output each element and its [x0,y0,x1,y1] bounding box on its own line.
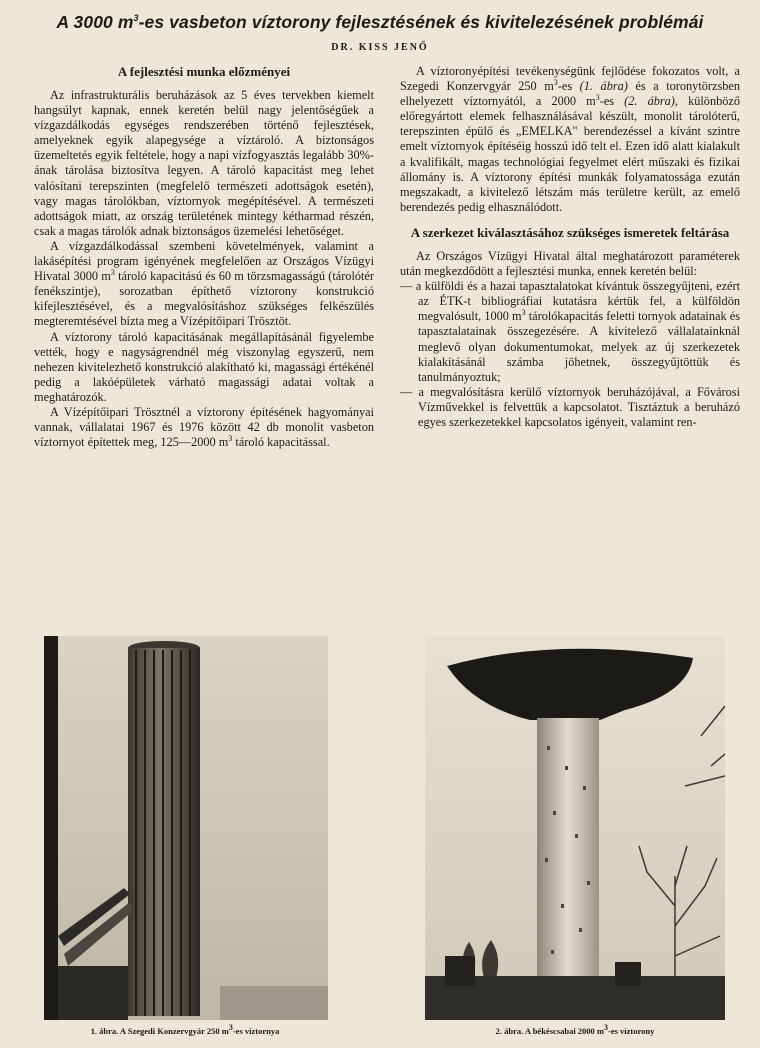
figure-1-photo [44,636,328,1020]
paragraph: Az Országos Vízügyi Hivatal által meghatározott paraméterek után megkezdődött a fejlesztési munka, ennek keretén belül: [400,248,740,279]
author: DR. KISS JENŐ [331,42,429,53]
paragraph: Az infrastrukturális beruházások az 5 éves tervekben kiemelt hangsúlyt kapnak, ennek keretén belül nagy jelentőségűek a vízgazdálkodás egységes rendszerében történő fejlesztések, amelyeknek egyik alapegysége a víztároló. A biztonságos üzemeltetés egyik feltétele, hogy a napi vízfogyasztás legalább 30%-ának tárolása biztosítva legyen. A tároló kapacitást meg lehet valósítani terepszinten (megfelelő természeti adottságok esetén), vagy magas tárolókban, víztornyok megépítésével. A természeti adottságok miatt, az ország területének mintegy kétharmad részén, csak a magas tárolók adnak biztonságos üzemelési lehetőséget. [34,88,374,238]
figure-2-photo [425,636,725,1020]
paragraph: A vízgazdálkodással szembeni követelmények, valamint a lakásépítési program igényének megfelelően az Országos Vízügyi Hivatal 3000 $m^3$ tároló kapacitású és 60 m törzsmagasságú (tárolótér fenékszintje), sorozatban építhető víztorony konstrukció kifejlesztésével, és a megvalósításhoz szükséges felkészülés megteremtésével bízta meg a Vízépítőipari Trösztöt. [34,238,374,329]
figure-1-caption: 1. ábra. A Szegedi Konzervgyár 250 $m^3-es$ víztornya [90,1023,280,1036]
list-item: — a külföldi és a hazai tapasztalatokat kívántuk összegyűjteni, ezért az ÉTK-t bibliográfiai kutatásra kértük fel, a külföldön megvalósult, 1000 $m^3$ tárolókapacitás feletti tornyok adatainak és tapasztalatainak összegezésére. A kivitelező vállalatainknál meglevő olyan dokumentumokat, melyek az új szerkezetek kialakításánál számba jöhetnek, összegyűjtöttük és tanulmányoztuk; [400,279,740,385]
paragraph: A víztorony tároló kapacitásának megállapításánál figyelembe vették, hogy e nagyságrendnél még viszonylag egyszerű, nem nehezen kivitelezhető konstrukció alakítható ki, magassági értékénél pedig a lakóépületek várható magassági adatai voltak a meghatározók. [34,329,374,404]
section-heading-structure: A szerkezet kiválasztásához szükséges ismeretek feltárása [410,224,730,240]
right-column [400,64,740,430]
article-title: A 3000 $m^3-es$ vasbeton víztorony fejlesztésének és kivitelezésének problémái [56,12,704,32]
left-column [34,64,374,450]
figure-2-caption: 2. ábra. A békéscsabai 2000 $m^3-es$ víztorony [495,1023,655,1036]
paragraph: A Vízépítőipari Trösztnél a víztorony építésének hagyományai vannak, vállalatai 1967 és 1976 között 42 db monolit vasbeton víztornyot építettek meg, 125—2000 $m^3$ tároló kapacitással. [34,404,374,450]
section-heading-background: A fejlesztési munka előzményei [117,64,291,79]
list [400,279,740,430]
paragraph: A víztoronyépítési tevékenységünk fejlődése fokozatos volt, a Szegedi Konzervgyár 250 $m^3-es$ (1. ábra) és a toronytörzsben elhelyezett víztornyától, a 2000 $m^3-es$ (2. ábra), különböző előregyártott elemek felhasználásával készült, monolit tárolóterű, terepszinten épülő és „EMELKA" berendezéssel a kívánt szintre emelt víztornyok építéséig hosszú idő telt el. Ezen idő alatt kialakult a kvalifikált, magas technológiai fegyelmet elért műszaki és fizikai állomány is. A víztorony építési munkák folyamatossága ezután megszakadt, a kivitelező létszám más területre került, az emelő berendezés pedig elhasználódott. [400,64,741,214]
list-item: — a megvalósításra kerülő víztornyok beruházójával, a Fővárosi Vízművekkel is felvettük a kapcsolatot. Tisztáztuk a beruházó egyes szerkezetekkel kapcsolatos igényeit, valamint ren- [400,385,740,430]
